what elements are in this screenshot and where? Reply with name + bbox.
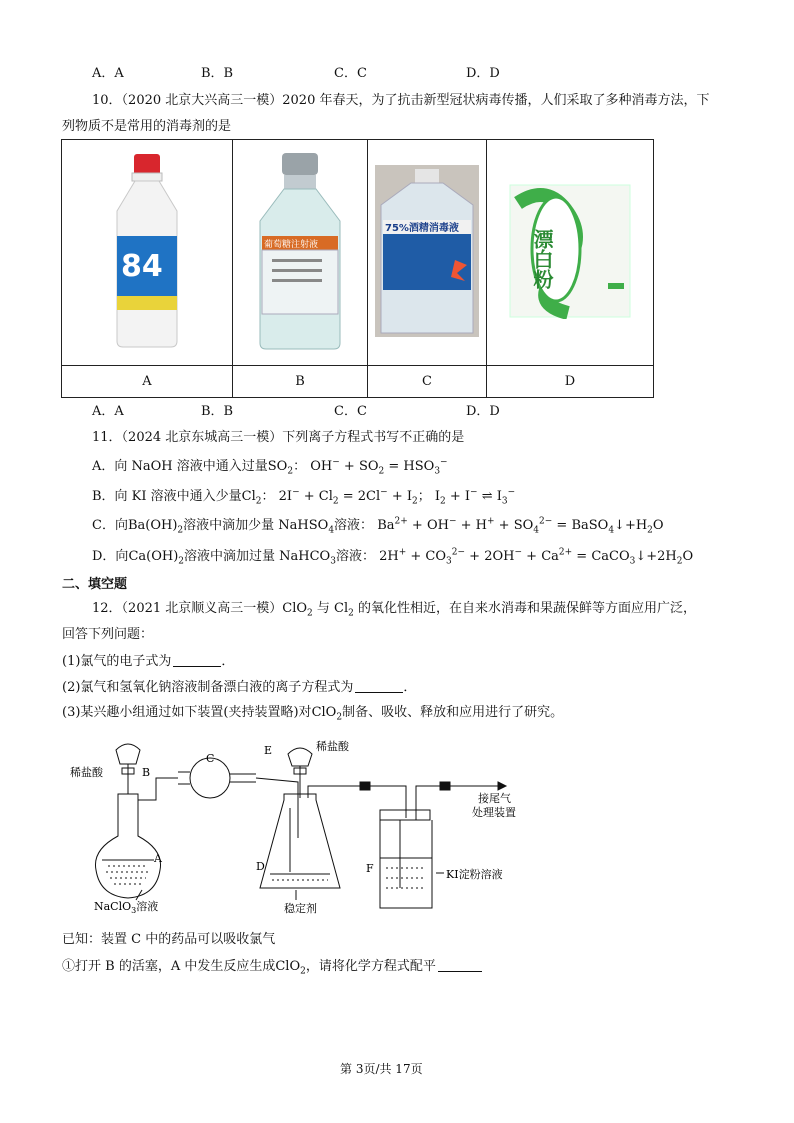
q11-stem: 11．（2024 北京东城高三一模）下列离子方程式书写不正确的是 [92, 430, 465, 445]
q10-image-cell-b [233, 140, 368, 366]
q10-image-cell-a [62, 140, 233, 366]
q12-part3: (3)某兴趣小组通过如下装置(夹持装置略)对ClO$_2$制备、吸收、释放和应用进行了研究。 [62, 705, 564, 723]
q11-option-d: D．向$Ca(OH)_2$溶液中滴加过量 NaHCO$_3$溶液： $2H^+ + CO_3^{2-} + 2OH^- + Ca^{2+}$ = $CaCO_3↓+2H_2O$ [92, 547, 694, 567]
q9-option-d: D．D [466, 66, 500, 81]
svg-text:D: D [256, 860, 265, 873]
glucose-bottle-image [250, 151, 350, 351]
svg-text:75%酒精消毒液: 75%酒精消毒液 [385, 222, 459, 234]
q10-stem-line2: 列物质不是常用的消毒剂的是 [62, 119, 232, 134]
q11-option-a: A．向 NaOH 溶液中通入过量$SO_2$： $OH^- + SO_2 = HSO_3^-$ [92, 457, 448, 477]
q9-option-b: B．B [201, 66, 234, 81]
q11-option-c: C．向$Ba(OH)_2$溶液中滴加少量 NaHSO$_4$溶液： $Ba^{2+} + OH^- + H^+ + SO_4^{2-}$ = $BaSO_4↓+H_2O$ [92, 516, 664, 536]
q10-label-d: D [487, 366, 654, 398]
svg-text:稳定剂: 稳定剂 [284, 902, 317, 915]
q12-known: 已知：装置 C 中的药品可以吸收氯气 [62, 932, 276, 947]
svg-text:84: 84 [121, 248, 163, 284]
svg-text:C: C [206, 752, 215, 765]
q12-part2: (2)氯气和氢氧化钠溶液制备漂白液的离子方程式为 ． [62, 680, 417, 695]
q9-option-c: C．C [334, 66, 367, 81]
svg-text:NaClO3溶液: NaClO$_3$溶液 [94, 900, 159, 915]
svg-text:B: B [142, 766, 151, 779]
svg-text:A: A [154, 852, 162, 865]
q10-label-c: C [368, 366, 487, 398]
bleach-powder-bag-image [508, 183, 632, 319]
q10-label-a: A [62, 366, 233, 398]
svg-text:葡萄糖注射液: 葡萄糖注射液 [264, 239, 319, 250]
apparatus-diagram [60, 738, 530, 916]
svg-text:处理装置: 处理装置 [472, 806, 516, 819]
svg-text:漂白粉: 漂白粉 [530, 228, 554, 289]
svg-text:F: F [366, 862, 374, 875]
svg-text:稀盐酸: 稀盐酸 [70, 766, 103, 779]
svg-text:稀盐酸: 稀盐酸 [316, 740, 349, 753]
svg-text:E: E [264, 744, 273, 757]
q12-stem-line2: 回答下列问题： [62, 627, 154, 642]
alcohol-bottle-image [375, 165, 479, 337]
q10-option-a: A．A [92, 404, 124, 419]
q10-stem-line1: 10．（2020 北京大兴高三一模）2020 年春天，为了抗击新型冠状病毒传播，人们采取了多种消毒方法，下 [92, 93, 710, 108]
q11-option-b: B．向 KI 溶液中通入少量$Cl_2$： $2I^- + Cl_2 = 2Cl^- + I_2$； $I_2 + I^-$ ⇌ $I_3^-$ [92, 487, 516, 507]
q12-part1: (1)氯气的电子式为 ． [62, 654, 235, 669]
q9-option-a: A．A [92, 66, 124, 81]
page-footer: 第 3页/共 17页 [340, 1062, 423, 1076]
bottle-84-image [107, 151, 187, 351]
svg-text:接尾气: 接尾气 [478, 792, 511, 805]
q10-image-cell-c [368, 140, 487, 366]
q10-option-c: C．C [334, 404, 367, 419]
q12-step1: ①打开 B 的活塞，A 中发生反应生成ClO$_2$，请将化学方程式配平 [62, 955, 482, 977]
q12-stem-line1: 12．（2021 北京顺义高三一模）ClO$_2$ 与 $Cl_2$ 的氧化性相近，在自来水消毒和果蔬保鲜等方面应用广泛， [92, 601, 697, 619]
q10-option-d: D．D [466, 404, 500, 419]
q10-image-table [61, 139, 654, 398]
svg-text:KI淀粉溶液: KI淀粉溶液 [446, 868, 503, 881]
q10-label-b: B [233, 366, 368, 398]
section-heading: 二、填空题 [62, 577, 128, 592]
q10-image-cell-d [487, 140, 654, 366]
q10-option-b: B．B [201, 404, 234, 419]
